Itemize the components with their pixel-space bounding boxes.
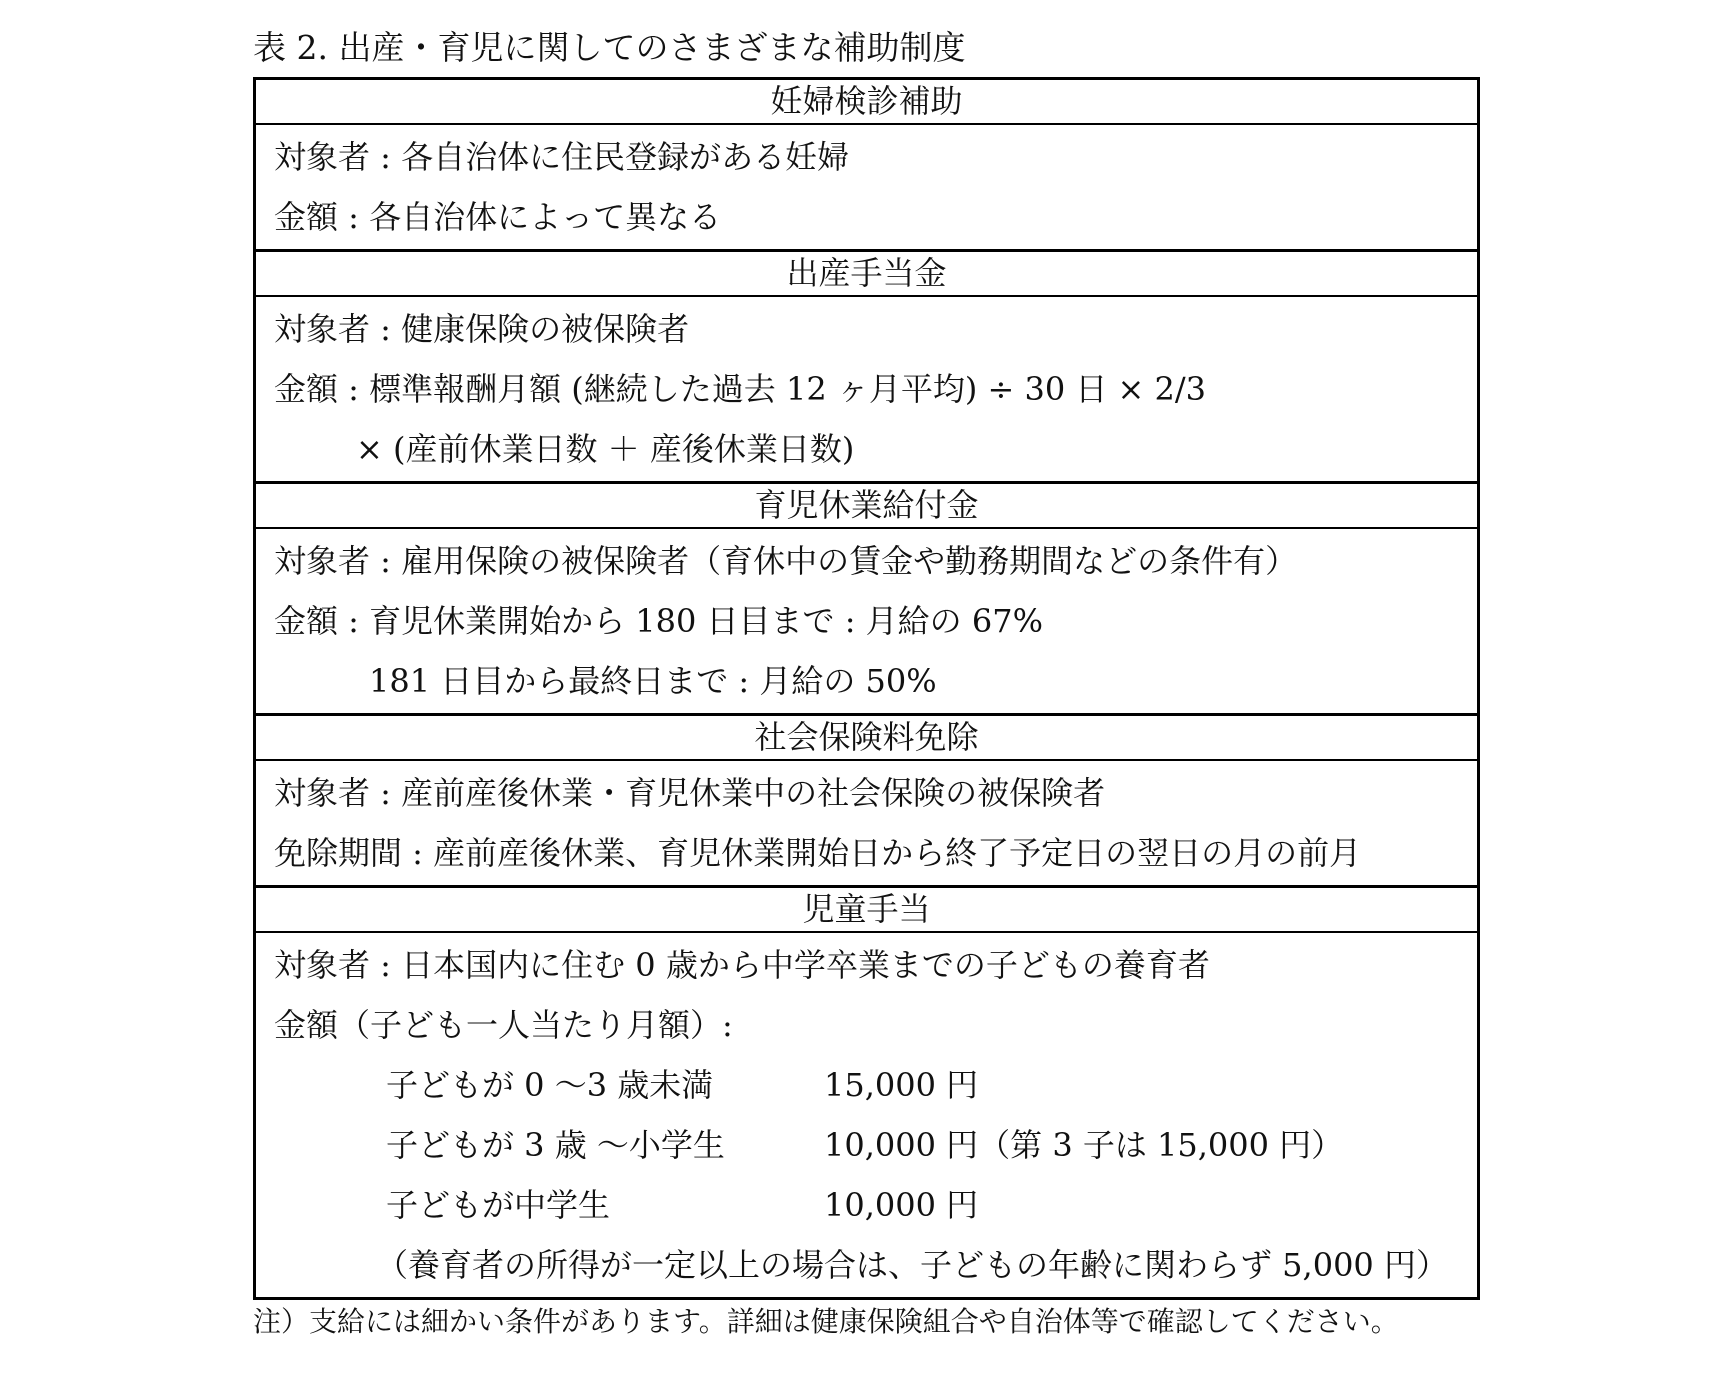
section-content-child-allowance (256, 933, 1477, 1297)
allowance-row (256, 1115, 1467, 1175)
content-line-continuation: 181 日目から最終日まで : 月給の 50% (369, 662, 937, 700)
allowance-row (256, 1055, 1467, 1115)
content-line: 対象者 : 日本国内に住む 0 歳から中学卒業までの子どもの養育者 (274, 946, 1210, 984)
table-footnote: 注）支給には細かい条件があります。詳細は健康保険組合や自治体等で確認してください。 (253, 1305, 1399, 1338)
content-line: 対象者 : 雇用保険の被保険者（育休中の賃金や勤務期間などの条件有） (274, 542, 1298, 580)
section-header-childbirth-allowance: 出産手当金 (256, 249, 1477, 297)
table-caption: 表 2. 出産・育児に関してのさまざまな補助制度 (253, 28, 966, 67)
allowance-amount: 15,000 円 (824, 1066, 979, 1104)
section-header-childcare-leave-benefit: 育児休業給付金 (256, 481, 1477, 529)
content-line: 免除期間 : 産前産後休業、育児休業開始日から終了予定日の翌日の月の前月 (274, 834, 1362, 872)
content-line: 金額（子ども一人当たり月額）: (274, 1006, 733, 1044)
subsidy-table (253, 77, 1480, 1300)
section-content-childbirth-allowance (256, 297, 1477, 481)
section-header-child-allowance: 児童手当 (256, 885, 1477, 933)
allowance-age-label: 子どもが 0 ～3 歳未満 (386, 1066, 714, 1104)
section-content-social-insurance-exemption (256, 761, 1477, 885)
allowance-row (256, 1175, 1467, 1235)
allowance-age-label: 子どもが 3 歳 ～小学生 (386, 1126, 725, 1164)
allowance-amount: 10,000 円（第 3 子は 15,000 円） (824, 1126, 1344, 1164)
section-content-childcare-leave-benefit (256, 529, 1477, 713)
content-line: 対象者 : 産前産後休業・育児休業中の社会保険の被保険者 (274, 774, 1106, 812)
content-line: 金額 : 標準報酬月額 (継続した過去 12 ヶ月平均) ÷ 30 日 × 2/3 (274, 370, 1207, 408)
allowance-age-label: 子どもが中学生 (386, 1186, 611, 1224)
content-line: 対象者 : 健康保険の被保険者 (274, 310, 690, 348)
section-content-pregnancy-checkup (256, 125, 1477, 249)
content-line: 金額 : 各自治体によって異なる (274, 198, 722, 236)
content-line-income-note: （養育者の所得が一定以上の場合は、子どもの年齢に関わらず 5,000 円） (376, 1246, 1448, 1284)
content-line-formula-continuation: × (産前休業日数 ＋ 産後休業日数) (356, 430, 855, 468)
section-header-pregnancy-checkup: 妊婦検診補助 (256, 80, 1477, 125)
allowance-amount: 10,000 円 (824, 1186, 979, 1224)
content-line: 対象者 : 各自治体に住民登録がある妊婦 (274, 138, 850, 176)
section-header-social-insurance-exemption: 社会保険料免除 (256, 713, 1477, 761)
content-line: 金額 : 育児休業開始から 180 日目まで : 月給の 67% (274, 602, 1043, 640)
